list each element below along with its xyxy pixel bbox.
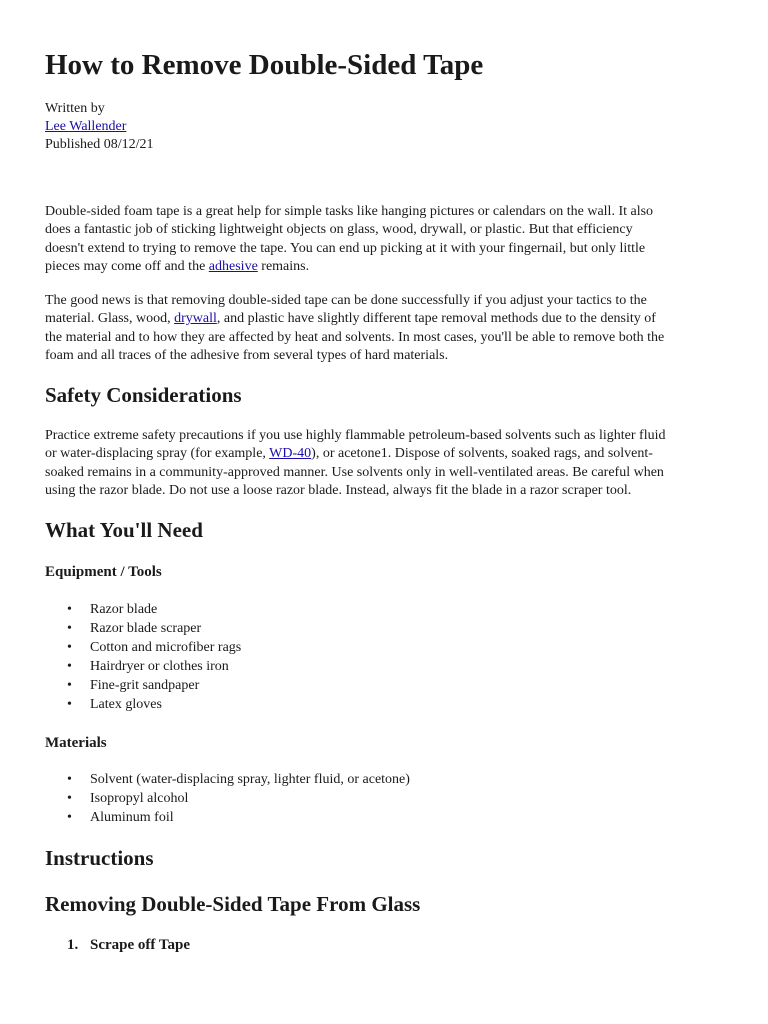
safety-paragraph: Practice extreme safety precautions if you use highly flammable petroleum-based solvents such as lighter fluid or water-displacing spray (for example, WD-40), or acetone1. Dispose of solvents, soaked rags, and solvent- soaked remains in a community-approved manner. Use solvents only in well-ventilated areas. Be careful when using the razor blade. Do not use a loose razor blade. Instead, always fit the blade in a razor scraper tool. — [45, 428, 666, 498]
equipment-list — [45, 600, 241, 714]
list-item — [45, 808, 410, 827]
list-item-label: Solvent (water-displacing spray, lighter fluid, or acetone) — [90, 772, 410, 787]
drywall-link[interactable]: drywall — [174, 311, 217, 327]
bullet-icon: • — [67, 621, 72, 636]
list-item-label: Latex gloves — [90, 697, 162, 712]
bullet-icon: • — [67, 640, 72, 655]
byline — [45, 100, 154, 154]
list-item — [45, 638, 241, 657]
step-number: 1. — [67, 937, 79, 953]
list-item-label: Razor blade — [90, 602, 158, 617]
list-item — [45, 789, 410, 808]
list-item — [45, 600, 241, 619]
list-item-label: Fine-grit sandpaper — [90, 678, 200, 693]
list-item-label: Hairdryer or clothes iron — [90, 659, 229, 674]
list-item — [45, 695, 241, 714]
instructions-heading: Instructions — [45, 846, 154, 870]
equipment-heading: Equipment / Tools — [45, 564, 162, 580]
bullet-icon: • — [67, 678, 72, 693]
adhesive-link[interactable]: adhesive — [208, 258, 258, 274]
list-item — [45, 619, 241, 638]
bullet-icon: • — [67, 772, 72, 787]
author-link[interactable]: Lee Wallender — [45, 119, 127, 134]
bullet-icon: • — [67, 810, 72, 825]
what-youll-need-heading: What You'll Need — [45, 518, 203, 542]
published-date: Published 08/12/21 — [45, 137, 154, 152]
glass-section-heading: Removing Double-Sided Tape From Glass — [45, 892, 421, 916]
bullet-icon: • — [67, 602, 72, 617]
step-1 — [45, 935, 190, 955]
intro-paragraph-2: The good news is that removing double-sided tape can be done successfully if you adjust your tactics to the material. Glass, wood, drywall, and plastic have slightly different tape removal methods due to the density of the material and to how they are affected by heat and solvents. In most cases, you'll be able to remove both the foam and all traces of the adhesive from several types of hard materials. — [45, 293, 665, 363]
list-item-label: Cotton and microfiber rags — [90, 640, 242, 655]
steps-list — [45, 935, 190, 955]
list-item-label: Isopropyl alcohol — [90, 791, 189, 806]
bullet-icon: • — [67, 791, 72, 806]
wd40-link[interactable]: WD-40 — [269, 446, 312, 462]
materials-list — [45, 770, 410, 827]
bullet-icon: • — [67, 697, 72, 712]
step-label: Scrape off Tape — [90, 937, 191, 953]
page-title: How to Remove Double-Sided Tape — [45, 49, 484, 81]
written-by-label: Written by — [45, 101, 105, 116]
list-item — [45, 657, 241, 676]
intro-paragraph-1: Double-sided foam tape is a great help for simple tasks like hanging pictures or calendars on the wall. It also does a fantastic job of sticking lightweight objects on glass, wood, drywall, or plastic. But that efficiency doesn't extend to trying to remove the tape. You can end up picking at it with your fingernail, but only little pieces may come off and the adhesive remains. — [45, 204, 654, 274]
materials-heading: Materials — [45, 735, 107, 751]
list-item-label: Aluminum foil — [90, 810, 174, 825]
safety-heading: Safety Considerations — [45, 383, 242, 407]
list-item — [45, 770, 410, 789]
list-item-label: Razor blade scraper — [90, 621, 202, 636]
bullet-icon: • — [67, 659, 72, 674]
list-item — [45, 676, 241, 695]
